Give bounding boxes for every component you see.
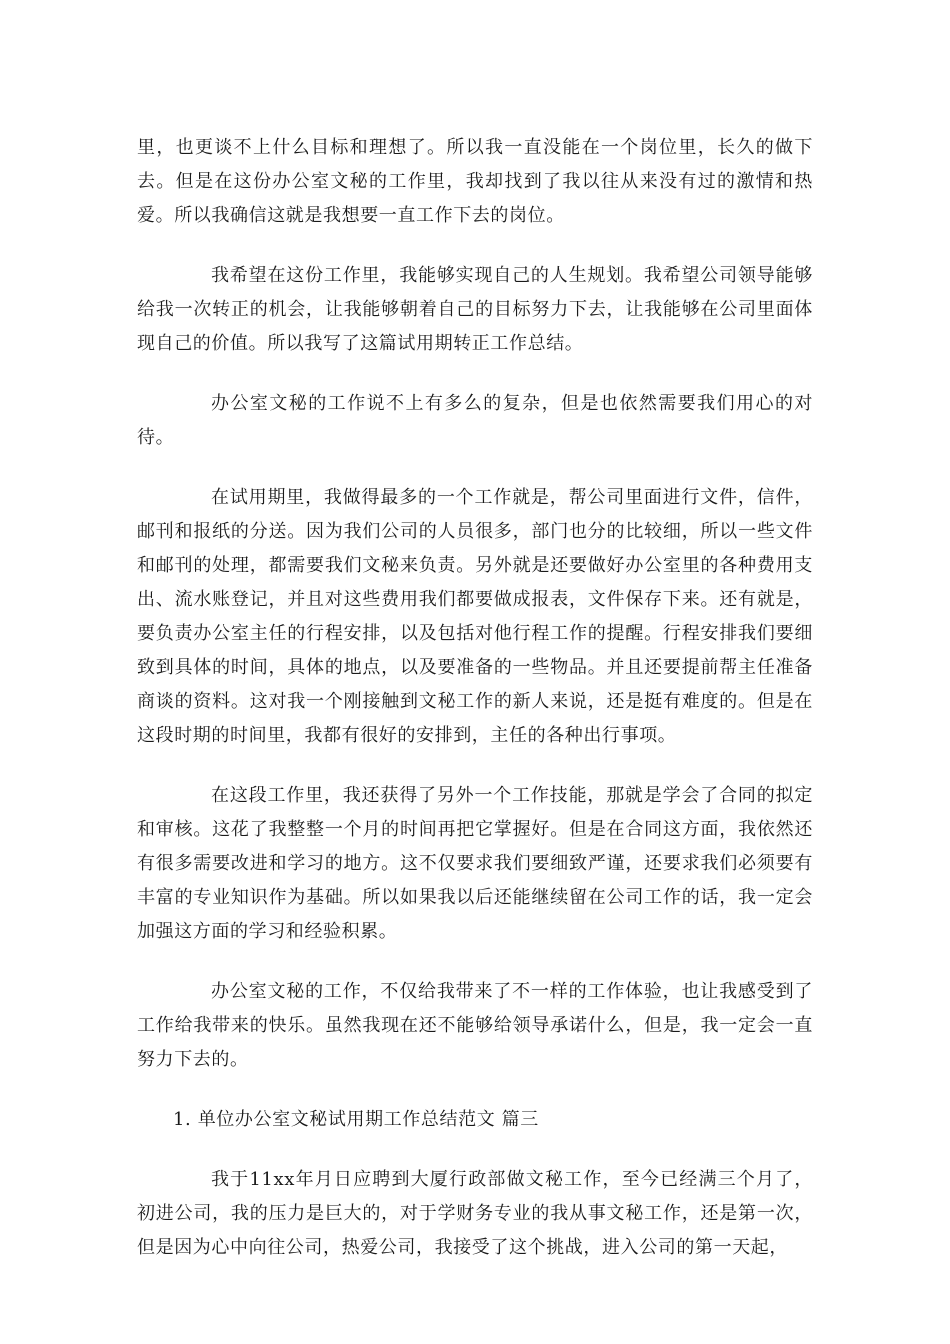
paragraph-6: 办公室文秘的工作，不仅给我带来了不一样的工作体验，也让我感受到了工作给我带来的快乐。虽然我现在还不能够给领导承诺什么，但是，我一定会一直努力下去的。 [137,981,813,1070]
paragraph-2: 我希望在这份工作里，我能够实现自己的人生规划。我希望公司领导能够给我一次转正的机会，让我能够朝着自己的目标努力下去，让我能够在公司里面体现自己的价值。所以我写了这篇试用期转正工作总结。 [137,265,813,354]
paragraph-3: 办公室文秘的工作说不上有多么的复杂，但是也依然需要我们用心的对待。 [137,393,813,448]
paragraph-7: 我于11xx年月日应聘到大厦行政部做文秘工作，至今已经满三个月了，初进公司，我的压力是巨大的，对于学财务专业的我从事文秘工作，还是第一次，但是因为心中向往公司，热爱公司，我接受了这个挑战，进入公司的第一天起， [137,1169,813,1258]
section-heading: 1. 单位办公室文秘试用期工作总结范文 篇三 [173,1109,539,1130]
paragraph-4: 在试用期里，我做得最多的一个工作就是，帮公司里面进行文件，信件，邮刊和报纸的分送。因为我们公司的人员很多，部门也分的比较细，所以一些文件和邮刊的处理，都需要我们文秘来负责。另外就是还要做好办公室里的各种费用支出、流水账登记，并且对这些费用我们都要做成报表，文件保存下来。还有就是，要负责办公室主任的行程安排，以及包括对他行程工作的提醒。行程安排我们要细致到具体的时间，具体的地点，以及要准备的一些物品。并且还要提前帮主任准备商谈的资料。这对我一个刚接触到文秘工作的新人来说，还是挺有难度的。但是在这段时期的时间里，我都有很好的安排到，主任的各种出行事项。 [137,487,813,746]
paragraph-5: 在这段工作里，我还获得了另外一个工作技能，那就是学会了合同的拟定和审核。这花了我整整一个月的时间再把它掌握好。但是在合同这方面，我依然还有很多需要改进和学习的地方。这不仅要求我们要细致严谨，还要求我们必须要有丰富的专业知识作为基础。所以如果我以后还能继续留在公司工作的话，我一定会加强这方面的学习和经验积累。 [137,785,813,942]
document-body [137,131,813,1291]
paragraph-1: 里，也更谈不上什么目标和理想了。所以我一直没能在一个岗位里，长久的做下去。但是在这份办公室文秘的工作里，我却找到了我以往从来没有过的激情和热爱。所以我确信这就是我想要一直工作下去的岗位。 [137,137,813,226]
